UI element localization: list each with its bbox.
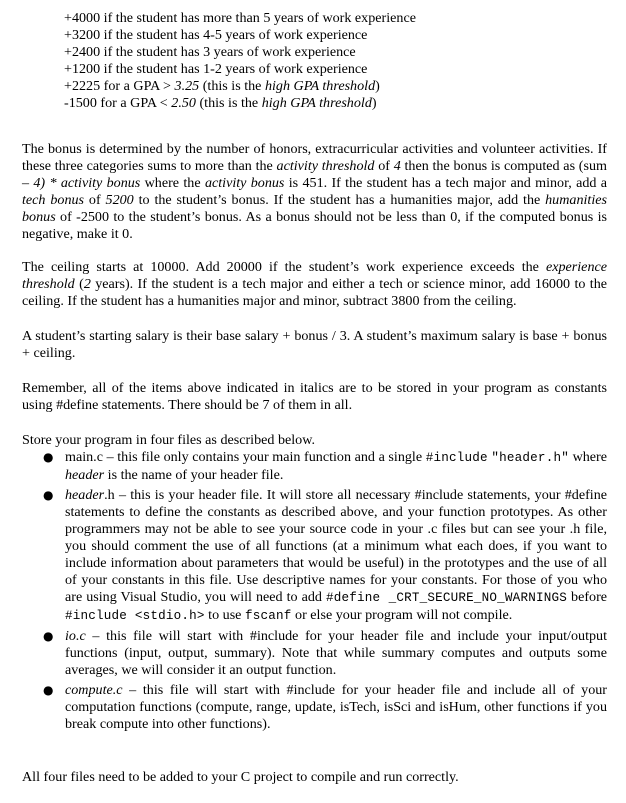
adjustment-line: +2225 for a GPA > 3.25 (this is the high GPA threshold) xyxy=(64,78,380,94)
list-item-compute: ● compute.c – this file will start with #include for your header file and include all of your computation functions (compute, range, update, isTech, isSci and isHum, other functions if you break compute into other functions). xyxy=(43,682,607,732)
adjustment-line: -1500 for a GPA < 2.50 (this is the high GPA threshold) xyxy=(64,95,377,111)
salary-paragraph: A student’s starting salary is their base salary + bonus / 3. A student’s maximum salary is base + bonus + ceiling. xyxy=(22,328,607,361)
final-paragraph: All four files need to be added to your C project to compile and run correctly. xyxy=(22,769,459,785)
ceiling-paragraph: The ceiling starts at 10000. Add 20000 if the student’s work experience exceeds the experience threshold (2 years). If the student is a tech major and either a tech or science minor, add 16000 to the ceiling. If the student has a humanities major and minor, subtract 3800 from the ceiling. xyxy=(22,259,608,309)
bullet-icon: ● xyxy=(43,450,54,464)
adjustment-line: +1200 if the student has 1-2 years of work experience xyxy=(64,61,368,77)
adjustment-line: +4000 if the student has more than 5 years of work experience xyxy=(64,10,416,26)
file-list xyxy=(40,449,607,736)
bullet-icon: ● xyxy=(43,488,54,502)
list-item-main: ● main.c – this file only contains your main function and a single #include "header.h" where header is the name of your header file. xyxy=(43,449,608,483)
list-item-header: ● header.h – this is your header file. It will store all necessary #include statements, your #define statements to define the constants as described above, and your function prototypes. As other programmers may not be able to see your source code in your .c files but can see your .h file, you should comment the use of all functions (at a minimum what each does, if you want to include information about parameters that would be useful) in the prototypes and the use of all of your constants in this file. Use descriptive names for your constants. For those of you who are using Visual Studio, you will need to add #define _CRT_SECURE_NO_WARNINGS before #include <stdio.h> to use fscanf or else your program will not compile. xyxy=(43,487,608,623)
adjustment-line: +2400 if the student has 3 years of work experience xyxy=(64,44,356,60)
store-intro: Store your program in four files as described below. xyxy=(22,432,316,448)
salary-adjustment-list xyxy=(64,10,544,112)
list-item-io: ● io.c – this file will start with #include for your header file and include your input/output functions (input, output, summary). Note that while summary computes and outputs some averages, we will consider it an output function. xyxy=(43,628,607,678)
defines-paragraph: Remember, all of the items above indicated in italics are to be stored in your program as constants using #define statements. There should be 7 of them in all. xyxy=(22,380,607,413)
bullet-icon: ● xyxy=(43,683,54,697)
bullet-icon: ● xyxy=(43,629,54,643)
adjustment-line: +3200 if the student has 4-5 years of work experience xyxy=(64,27,368,43)
bonus-paragraph: The bonus is determined by the number of honors, extracurricular activities and volunteer activities. If these three categories sums to more than the activity threshold of 4 then the bonus is computed as (sum – 4) * activity bonus where the activity bonus is 451. If the student has a tech major and minor, add a tech bonus of 5200 to the student’s bonus. If the student has a humanities major, add the humanities bonus of -2500 to the student’s bonus. As a bonus should not be less than 0, if the computed bonus is negative, make it 0. xyxy=(22,141,608,242)
